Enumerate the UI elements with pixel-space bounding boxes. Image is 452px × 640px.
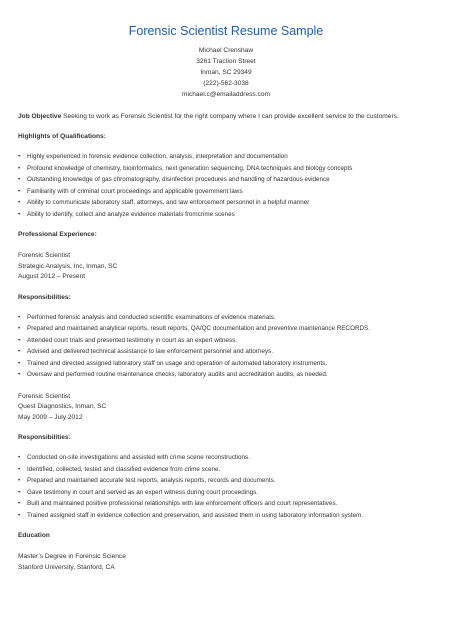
list-item: • Prepared and maintained accurate test reports, analysis reports, records and documents. bbox=[18, 475, 434, 487]
education-heading: Education bbox=[18, 532, 50, 539]
responsibilities-heading: Responsibilities: bbox=[18, 293, 71, 301]
qualifications-heading: Highlights of Qualifications: bbox=[18, 133, 106, 140]
experience-heading: Professional Experience: bbox=[18, 231, 97, 238]
list-item: • Profound knowledge of chemistry, bioinformatics, next generation sequencing, DNA techniques and biology concepts bbox=[18, 163, 434, 175]
education-school: Stanford University, Stanford, CA bbox=[18, 563, 115, 571]
job-dates: August 2012 – Present bbox=[18, 273, 86, 280]
bullet-icon: • bbox=[18, 210, 21, 218]
list-item: • Familiarity with of criminal court proceedings and applicable government laws bbox=[18, 186, 434, 198]
list-item: • Trained assigned staff in evidence collection and preservation, and assisted them in using laboratory information system. bbox=[18, 510, 434, 522]
contact-name: Michael Crenshaw bbox=[198, 47, 254, 54]
qualifications-list bbox=[18, 151, 434, 220]
job-entry-1 bbox=[18, 251, 434, 283]
objective-label: Job Objective bbox=[18, 113, 62, 120]
bullet-icon: • bbox=[18, 187, 21, 195]
list-item: • Ability to identify, collect and analyze evidence materials fromcrime scenes bbox=[18, 209, 434, 221]
contact-street: 3261 Traction Street bbox=[196, 58, 256, 65]
bullet-icon: • bbox=[18, 313, 21, 321]
list-item: • Outstanding knowledge of gas chromatography, disinfection procedures and handling of hazardous evidence bbox=[18, 174, 434, 186]
bullet-icon: • bbox=[18, 500, 21, 507]
job-company: Strategic Analysis, Inc, Inman, SC bbox=[18, 262, 118, 270]
education-entry bbox=[18, 552, 434, 573]
list-item: • Gave testimony in court and served as an expert witness during court proceedings. bbox=[18, 487, 434, 499]
objective-text: Seeking to work as Forensic Scientist for the right company where I can provide excellent service to the customers. bbox=[63, 113, 399, 120]
responsibilities-heading: Responsibilities: bbox=[18, 434, 71, 441]
job-company: Quest Diagnostics, Inman, SC bbox=[18, 403, 107, 410]
list-item: • Ability to communicate laboratory staff, attorneys, and law enforcement personnel in a helpful manner bbox=[18, 197, 434, 209]
list-item: • Highly experienced in forensic evidence collection, analysis, interpretation and documentation bbox=[18, 151, 434, 163]
bullet-icon: • bbox=[18, 511, 21, 519]
bullet-icon: • bbox=[18, 164, 21, 172]
bullet-icon: • bbox=[18, 176, 21, 183]
job-title: Forensic Scientist bbox=[18, 252, 71, 259]
bullet-icon: • bbox=[18, 199, 21, 206]
list-item: • Advised and delivered technical assistance to law enforcement personnel and attorneys. bbox=[18, 346, 434, 358]
bullet-icon: • bbox=[18, 465, 21, 473]
bullet-icon: • bbox=[18, 477, 21, 484]
page-title: Forensic Scientist Resume Sample bbox=[128, 24, 324, 38]
contact-city: Inman, SC 29349 bbox=[200, 69, 252, 76]
list-item: • Attended court trials and presented testimony in court as an expert witness. bbox=[18, 335, 434, 347]
list-item: • Trained and directed assigned laboratory staff on usage and operation of automated laboratory instruments. bbox=[18, 358, 434, 370]
list-item: • Performed forensic analysis and conducted scientific examinations of evidence materials. bbox=[18, 312, 434, 324]
responsibilities-list-1 bbox=[18, 312, 434, 381]
bullet-icon: • bbox=[18, 359, 21, 367]
list-item: • Conducted on-site investigations and assisted with crime scene reconstructions. bbox=[18, 452, 434, 464]
objective-paragraph bbox=[18, 112, 434, 122]
contact-email: michael.c@emailaddress.com bbox=[181, 91, 271, 98]
job-entry-2 bbox=[18, 392, 434, 424]
responsibilities-list-2 bbox=[18, 452, 434, 521]
job-dates: May 2009 – July 2012 bbox=[18, 413, 83, 421]
bullet-icon: • bbox=[18, 488, 21, 496]
education-degree: Master’s Degree in Forensic Science bbox=[18, 553, 126, 560]
bullet-icon: • bbox=[18, 153, 21, 160]
list-item: • Oversaw and performed routine maintenance checks, laboratory audits and accreditation audits, as needed. bbox=[18, 369, 434, 381]
bullet-icon: • bbox=[18, 348, 21, 355]
bullet-icon: • bbox=[18, 454, 21, 461]
contact-block bbox=[18, 45, 434, 100]
list-item: • Built and maintained positive professional relationships with law enforcement officers and court representatives. bbox=[18, 498, 434, 510]
bullet-icon: • bbox=[18, 325, 21, 332]
bullet-icon: • bbox=[18, 371, 21, 378]
bullet-icon: • bbox=[18, 336, 21, 344]
list-item: • Identified, collected, tested and classified evidence from crime scene. bbox=[18, 464, 434, 476]
list-item: • Prepared and maintained analytical reports, result reports, QA/QC documentation and preventive maintenance RECORDS. bbox=[18, 323, 434, 335]
contact-phone: (222)-562-3038 bbox=[203, 80, 249, 87]
job-title: Forensic Scientist bbox=[18, 392, 71, 400]
